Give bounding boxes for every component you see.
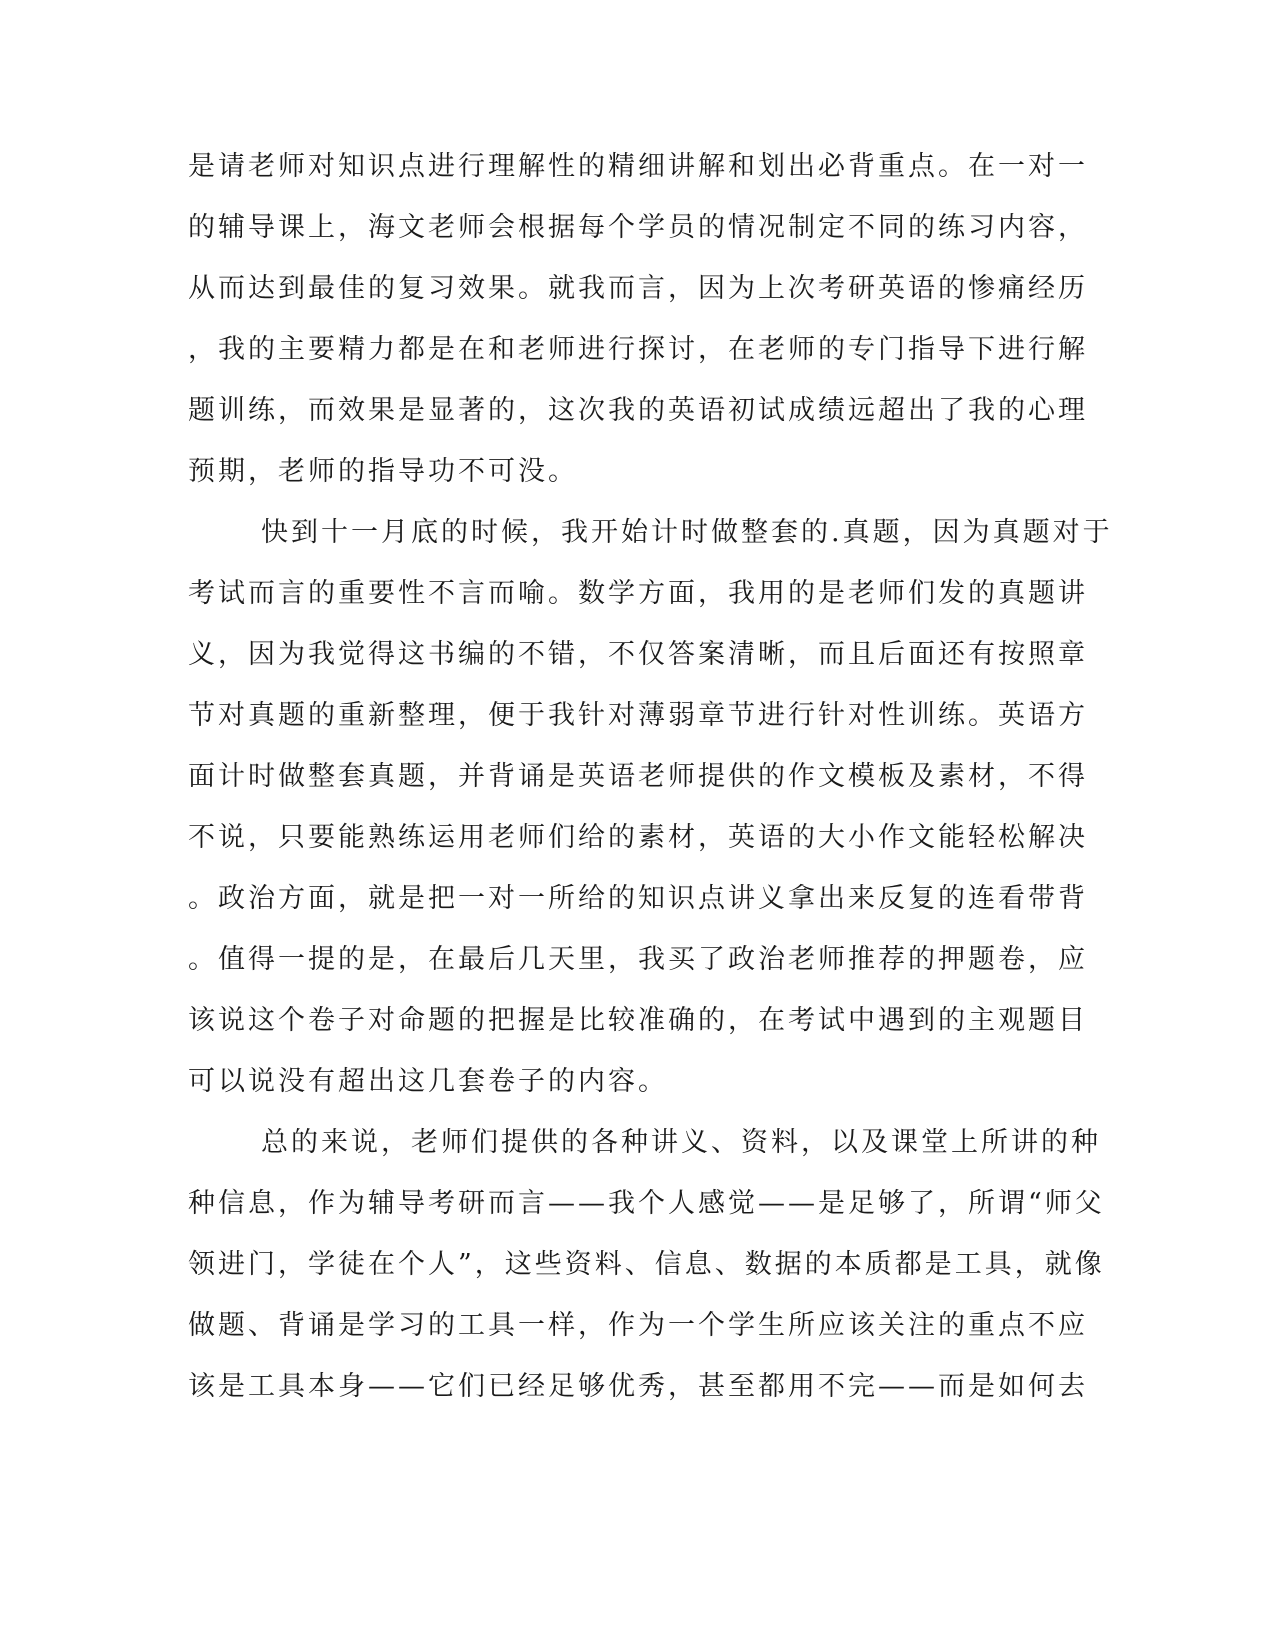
text-line: 可以说没有超出这几套卷子的内容。 bbox=[188, 1066, 668, 1097]
text-line: 该是工具本身——它们已经足够优秀，甚至都用不完——而是如何去 bbox=[188, 1371, 1088, 1402]
paragraph-2 bbox=[188, 502, 1113, 1112]
paragraph-1 bbox=[188, 136, 1088, 502]
text-line: 该说这个卷子对命题的把握是比较准确的，在考试中遇到的主观题目 bbox=[188, 1005, 1088, 1036]
text-line: 。政治方面，就是把一对一所给的知识点讲义拿出来反复的连看带背 bbox=[188, 883, 1088, 914]
text-line: 面计时做整套真题，并背诵是英语老师提供的作文模板及素材，不得 bbox=[188, 761, 1088, 792]
text-line: 种信息，作为辅导考研而言——我个人感觉——是足够了，所谓“师父 bbox=[188, 1188, 1105, 1219]
text-line: 领进门，学徒在个人”，这些资料、信息、数据的本质都是工具，就像 bbox=[188, 1249, 1105, 1280]
text-line-indented: 快到十一月底的时候，我开始计时做整套的.真题，因为真题对于 bbox=[261, 517, 1113, 548]
document-body bbox=[188, 136, 1113, 1417]
text-line: 做题、背诵是学习的工具一样，作为一个学生所应该关注的重点不应 bbox=[188, 1310, 1088, 1341]
text-line: 考试而言的重要性不言而喻。数学方面，我用的是老师们发的真题讲 bbox=[188, 578, 1088, 609]
text-line: 是请老师对知识点进行理解性的精细讲解和划出必背重点。在一对一 bbox=[188, 151, 1088, 182]
text-line: 义，因为我觉得这书编的不错，不仅答案清晰，而且后面还有按照章 bbox=[188, 639, 1088, 670]
text-line: ，我的主要精力都是在和老师进行探讨，在老师的专门指导下进行解 bbox=[188, 334, 1088, 365]
paragraph-3 bbox=[188, 1112, 1105, 1417]
text-line: 预期，老师的指导功不可没。 bbox=[188, 456, 578, 487]
text-line: 从而达到最佳的复习效果。就我而言，因为上次考研英语的惨痛经历 bbox=[188, 273, 1088, 304]
text-line: 节对真题的重新整理，便于我针对薄弱章节进行针对性训练。英语方 bbox=[188, 700, 1088, 731]
text-line: 。值得一提的是，在最后几天里，我买了政治老师推荐的押题卷，应 bbox=[188, 944, 1088, 975]
text-line: 不说，只要能熟练运用老师们给的素材，英语的大小作文能轻松解决 bbox=[188, 822, 1088, 853]
text-line-indented: 总的来说，老师们提供的各种讲义、资料，以及课堂上所讲的种 bbox=[261, 1127, 1101, 1158]
text-line: 的辅导课上，海文老师会根据每个学员的情况制定不同的练习内容， bbox=[188, 212, 1088, 243]
text-line: 题训练，而效果是显著的，这次我的英语初试成绩远超出了我的心理 bbox=[188, 395, 1088, 426]
